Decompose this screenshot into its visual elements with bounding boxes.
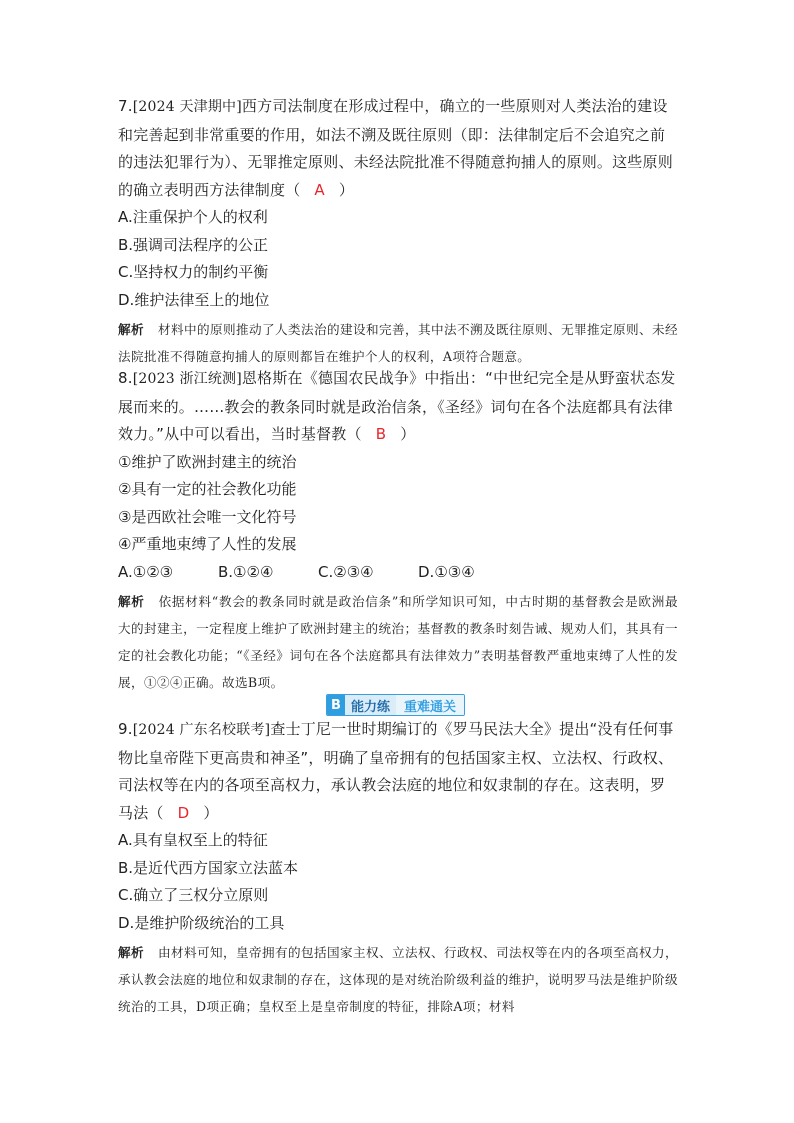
question-8-stem: 8.[2023 浙江统测]恩格斯在《德国农民战争》中指出：“中世纪完全是从野蛮状态发展而来的。……教会的教条同时就是政治信条，《圣经》词句在各个法庭都具有法律效力。”从中可以看出，当时基督教（ B ）: [118, 365, 678, 449]
question-7-answer: A: [314, 180, 325, 199]
question-8-item-2: ②具有一定的社会教化功能: [118, 480, 297, 498]
question-7-explanation-text: 材料中的原则推动了人类法治的建设和完善，其中法不溯及既往原则、无罪推定原则、未经法院批准不得随意拘捕人的原则都旨在维护个人的权利，A项符合题意。: [118, 322, 678, 364]
question-7-option-a: A.注重保护个人的权利: [118, 208, 268, 226]
question-9-number: 9.: [118, 720, 133, 738]
question-8-item-1: ①维护了欧洲封建主的统治: [118, 452, 297, 471]
question-9-explanation: [118, 939, 678, 1020]
question-8-explanation: [118, 588, 678, 696]
question-8-source: [2023 浙江统测]: [132, 371, 242, 387]
section-title: 能力练: [345, 695, 396, 715]
explanation-label: 解析: [118, 322, 144, 337]
explanation-label: 解析: [118, 593, 145, 609]
explanation-label: 解析: [118, 945, 144, 960]
question-9-source: [2024 广东名校联考]: [132, 722, 271, 738]
question-7-source: [2024 天津期中]: [132, 99, 242, 115]
question-8-explanation-text: 依据材料“教会的教条同时就是政治信条”和所学知识可知，中古时期的基督教会是欧洲最大的封建主，一定程度上维护了欧洲封建主的统治；基督教的教条时刻告诫、规劝人们，其具有一定的社会教化功能；“《圣经》词句在各个法庭都具有法律效力”表明基督教严重地束缚了人性的发展，①②④正确。故选B项。: [118, 593, 678, 690]
question-9-option-c: C.确立了三权分立原则: [118, 886, 269, 904]
question-8-number: 8.: [118, 369, 133, 387]
question-8-item-3: ③是西欧社会唯一文化符号: [118, 507, 297, 526]
question-9-option-d: D.是维护阶级统治的工具: [118, 913, 285, 932]
section-badge: B: [327, 695, 345, 715]
question-8-item-4: ④严重地束缚了人性的发展: [118, 535, 297, 553]
section-banner: [326, 694, 465, 716]
question-7-explanation: [118, 316, 678, 370]
question-7-option-b: B.强调司法程序的公正: [118, 235, 269, 254]
question-9-stem-text: 查士丁尼一世时期编订的《罗马民法大全》提出“没有任何事物比皇帝陛下更高贵和神圣”，明确了皇帝拥有的包括国家主权、立法权、行政权、司法权等在内的各项至高权力，承认教会法庭的地位和奴隶制的存在。这表明，罗马法（: [118, 720, 674, 822]
question-8-option-b: B.①②④: [218, 562, 274, 581]
question-7-number: 7.: [118, 97, 133, 115]
question-8-answer: B: [375, 425, 387, 443]
question-7-stem: 7.[2024 天津期中]西方司法制度在形成过程中，确立的一些原则对人类法治的建设和完善起到非常重要的作用，如法不溯及既往原则（即：法律制定后不会追究之前的违法犯罪行为）、无罪推定原则、未经法院批准不得随意拘捕人的原则。这些原则的确立表明西方法律制度（ A ）: [118, 93, 678, 204]
question-7-option-d: D.维护法律至上的地位: [118, 290, 270, 309]
question-9-stem: 9.[2024 广东名校联考]查士丁尼一世时期编订的《罗马民法大全》提出“没有任何事物比皇帝陛下更高贵和神圣”，明确了皇帝拥有的包括国家主权、立法权、行政权、司法权等在内的各项至高权力，承认教会法庭的地位和奴隶制的存在。这表明，罗马法（ D ）: [118, 716, 678, 827]
question-8-stem-text: 恩格斯在《德国农民战争》中指出：“中世纪完全是从野蛮状态发展而来的。……教会的教条同时就是政治信条，《圣经》词句在各个法庭都具有法律效力。”从中可以看出，当时基督教（: [118, 369, 676, 443]
question-7: [118, 93, 678, 370]
question-7-option-c: C.坚持权力的制约平衡: [118, 263, 269, 281]
question-8-options: [118, 559, 678, 586]
question-9-explanation-text: 由材料可知，皇帝拥有的包括国家主权、立法权、行政权、司法权等在内的各项至高权力，承认教会法庭的地位和奴隶制的存在，这体现的是对统治阶级利益的维护，说明罗马法是维护阶级统治的工具，D项正确；皇权至上是皇帝制度的特征，排除A项；材料: [118, 945, 678, 1014]
question-8: [118, 365, 678, 696]
question-9-answer: D: [177, 803, 190, 822]
question-9-option-b: B.是近代西方国家立法蓝本: [118, 858, 299, 877]
question-9: [118, 716, 678, 1020]
question-8-option-c: C.②③④: [318, 562, 374, 581]
question-8-option-d: D.①③④: [418, 562, 475, 581]
question-8-option-a: A.①②③: [118, 562, 174, 581]
question-9-option-a: A.具有皇权至上的特征: [118, 831, 268, 849]
section-subtitle: 重难通关: [396, 695, 464, 715]
question-7-stem-text: 西方司法制度在形成过程中，确立的一些原则对人类法治的建设和完善起到非常重要的作用，如法不溯及既往原则（即：法律制定后不会追究之前的违法犯罪行为）、无罪推定原则、未经法院批准不得随意拘捕人的原则。这些原则的确立表明西方法律制度（: [118, 97, 673, 199]
